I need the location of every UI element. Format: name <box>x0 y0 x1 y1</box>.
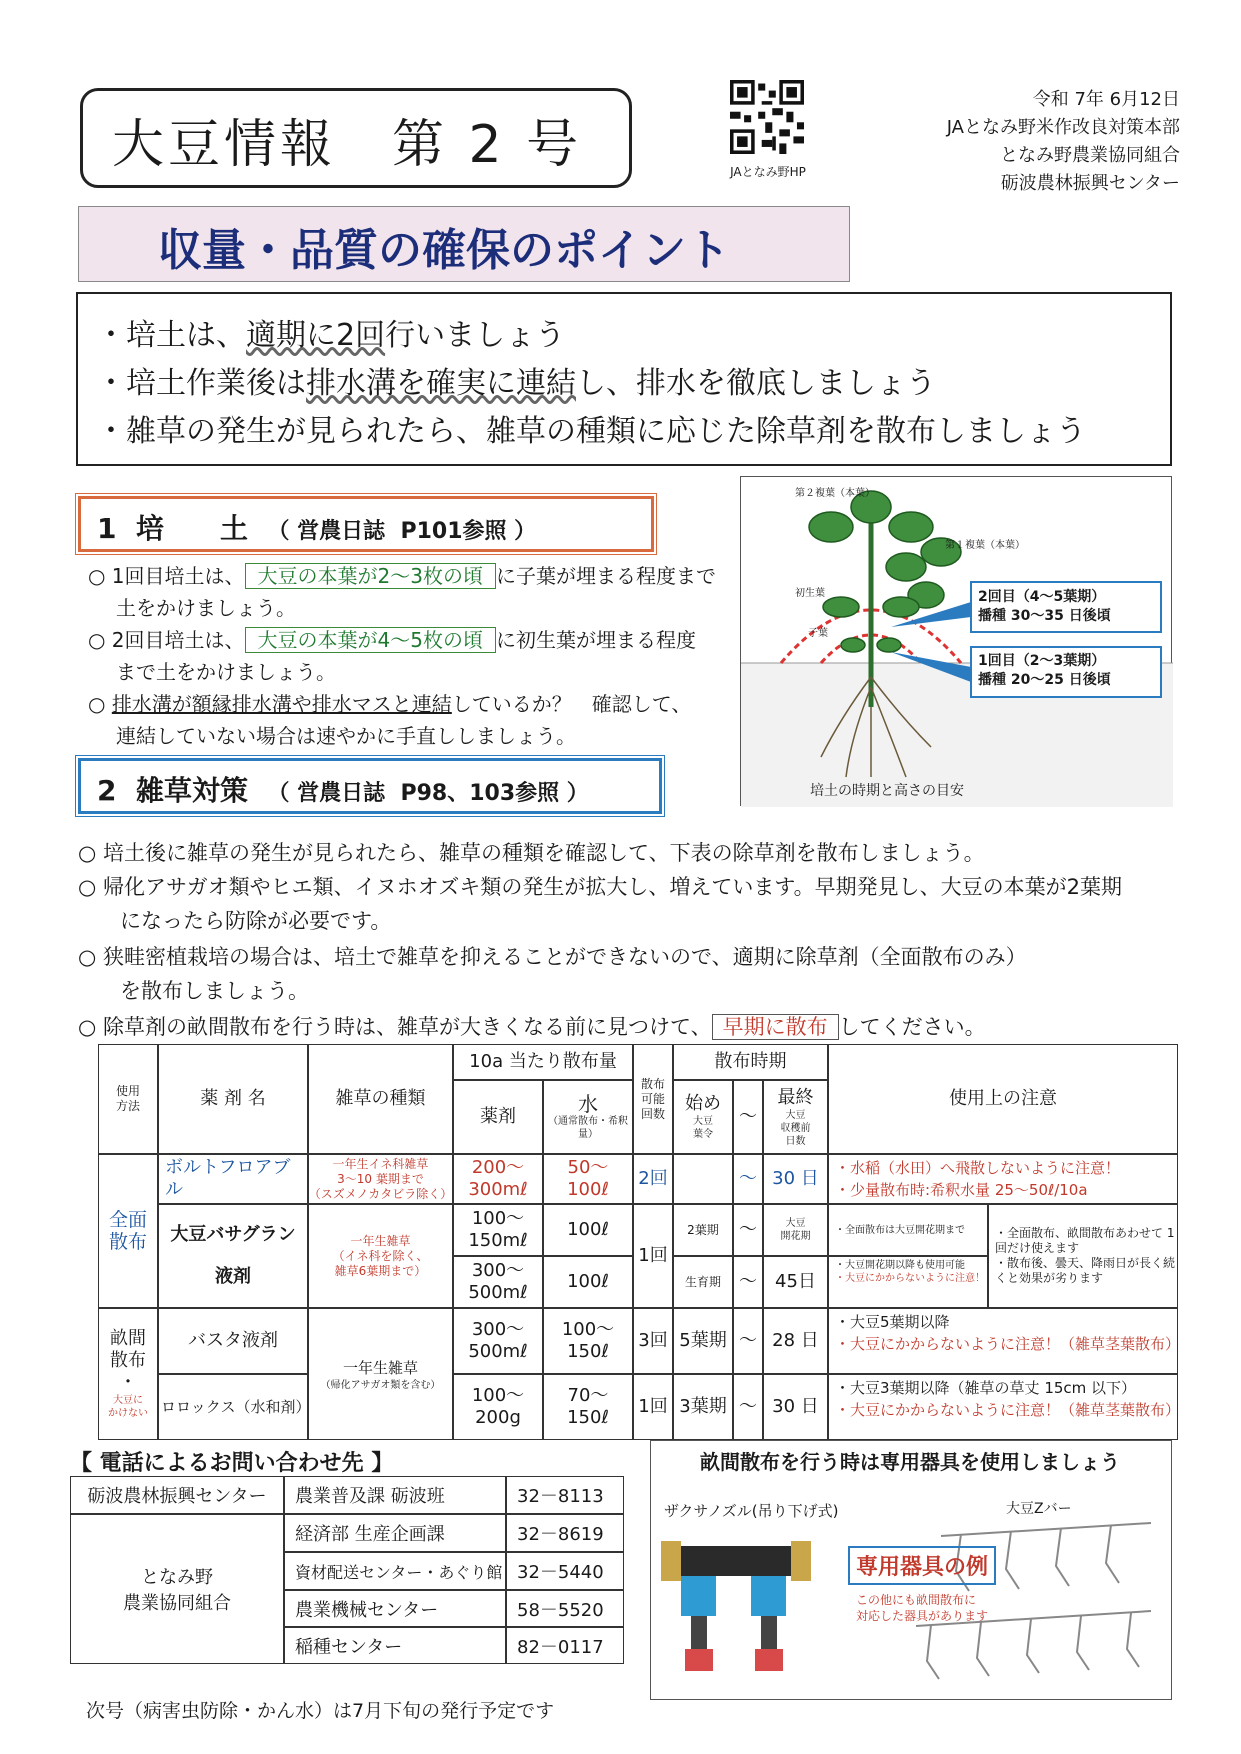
th-timing: 散布時期 <box>673 1044 828 1080</box>
round-2-label: 2回目（4～5葉期） 播種 30～35 日後頃 <box>978 589 1111 624</box>
r3-tilde: ～ <box>733 1308 763 1374</box>
r1-notes: ・水稲（水田）へ飛散しないように注意！ ・少量散布時:希釈水量 25～50ℓ/10a <box>828 1154 1178 1204</box>
section-1-bullet-3: ○ 排水溝が額縁排水溝や排水マスと連結しているか？ 確認して、 <box>88 692 692 716</box>
issuer-org-1: JAとなみ野米作改良対策本部 <box>946 117 1180 138</box>
method-full: 全面 散布 <box>98 1154 158 1308</box>
r2-name: 大豆バサグラン 液剤 <box>158 1204 308 1308</box>
section-1-title: 1 培 土 <box>97 512 248 545</box>
th-water: 水 （通常散布・希釈量） <box>543 1080 633 1154</box>
qr-code-icon[interactable] <box>730 80 804 154</box>
example-label: 専用器具の例 <box>848 1546 996 1585</box>
r4-end: 30 日 <box>763 1374 828 1440</box>
issuer-block <box>880 86 1180 198</box>
r3-water: 100～ 150ℓ <box>543 1308 633 1374</box>
th-tilde: ～ <box>733 1080 763 1154</box>
r2-start-a: 2葉期 <box>673 1204 733 1256</box>
contact-tel-3[interactable]: 32－5440 <box>506 1552 624 1590</box>
section-2-line-4: ○ 狭畦密植栽培の場合は、培土で雑草を抑えることができないので、適期に除草剤（全面散布のみ） <box>78 945 1027 969</box>
section-1-ref: （ 営農日誌 P101参照 ） <box>267 519 537 544</box>
contact-tel-1[interactable]: 32－8113 <box>506 1476 624 1514</box>
r3-notes: ・大豆5葉期以降 ・大豆にかからないように注意！（雑草茎葉散布） <box>828 1308 1178 1374</box>
th-name: 薬 剤 名 <box>158 1044 308 1154</box>
th-end: 最終 大豆 収穫前 日数 <box>763 1080 828 1154</box>
qr-caption: JAとなみ野HP <box>730 165 806 179</box>
soybean-plant-illustration <box>741 477 1173 807</box>
r2-tilde-a: ～ <box>733 1204 763 1256</box>
r3-start: 5葉期 <box>673 1308 733 1374</box>
section-2-title: 2 雑草対策 <box>97 774 248 807</box>
th-times: 散布 可能 回数 <box>633 1044 673 1154</box>
r4-start: 3葉期 <box>673 1374 733 1440</box>
r2-weed: 一年生雑草 （イネ科を除く、 雑草6葉期まで） <box>308 1204 453 1308</box>
r2-note-c: ・全面散布、畝間散布あわせて 1 回だけ使えます ・散布後、曇天、降雨日が長く続くと効果が劣ります <box>988 1204 1178 1308</box>
section-1-bullet-2-cont: まで土をかけましょう。 <box>116 660 336 684</box>
r1-tilde: ～ <box>733 1154 763 1204</box>
contact-dept-1: 農業普及課 砺波班 <box>284 1476 506 1514</box>
r4-times: 1回 <box>633 1374 673 1440</box>
section-2-line-1: ○ 培土後に雑草の発生が見られたら、雑草の種類を確認して、下表の除草剤を散布しましょう。 <box>78 841 985 865</box>
r2-drug-a: 100～ 150mℓ <box>453 1204 543 1256</box>
r2-tilde-b: ～ <box>733 1256 763 1308</box>
contact-tel-4[interactable]: 58－5520 <box>506 1590 624 1627</box>
r2-end-b: 45日 <box>763 1256 828 1308</box>
issue-date: 令和 7年 6月12日 <box>1032 89 1180 110</box>
r2-note-b: ・大豆開花期以降も使用可能 ・大豆にかからないように注意！ <box>828 1256 988 1308</box>
section-2-line-6: ○ 除草剤の畝間散布を行う時は、雑草が大きくなる前に見つけて、 早期に散布 してください。 <box>78 1015 986 1039</box>
round-1-label: 1回目（2～3葉期） 播種 20～25 日後頃 <box>978 653 1111 688</box>
section-2-line-5: を散布しましょう。 <box>78 979 309 1003</box>
th-drug: 薬剤 <box>453 1080 543 1154</box>
section-2-line-2: ○ 帰化アサガオ類やヒエ類、イヌホオズキ類の発生が拡大し、増えています。早期発見し、大豆の本葉が2葉期 <box>78 875 1123 899</box>
r1-start <box>673 1154 733 1204</box>
contact-tel-2[interactable]: 32－8619 <box>506 1514 624 1552</box>
contact-dept-5: 稲種センター <box>284 1627 506 1664</box>
r2-water-b: 100ℓ <box>543 1256 633 1308</box>
headline-text: 収量・品質の確保のポイント <box>158 225 730 276</box>
section-2-header <box>78 758 662 814</box>
r3-end: 28 日 <box>763 1308 828 1374</box>
r1-water: 50～ 100ℓ <box>543 1154 633 1204</box>
issuer-org-3: 砺波農林振興センター <box>1000 173 1180 194</box>
r2-times: 1回 <box>633 1204 673 1308</box>
issuer-org-2: となみ野農業協同組合 <box>1000 145 1180 166</box>
r4-water: 70～ 150ℓ <box>543 1374 633 1440</box>
contact-tel-5[interactable]: 82－0117 <box>506 1627 624 1664</box>
r2-start-b: 生育期 <box>673 1256 733 1308</box>
label-leaf-1: 第１複葉（本葉） <box>945 540 1025 551</box>
equipment-note: この他にも畝間散布に 対応した器具があります <box>856 1593 989 1623</box>
r4-name: ロロックス（水和剤） <box>158 1374 308 1440</box>
r1-name: ボルトフロアブル <box>158 1154 308 1204</box>
hilling-diagram <box>740 476 1172 806</box>
r3-drug: 300～ 500mℓ <box>453 1308 543 1374</box>
contacts-title: 【 電話によるお問い合わせ先 】 <box>70 1451 394 1476</box>
key-point-3: ・雑草の発生が見られたら、雑草の種類に応じた除草剤を散布しましょう <box>96 414 1086 449</box>
label-cotyledon: 子葉 <box>808 628 828 639</box>
contact-org-1: 砺波農林振興センター <box>70 1476 284 1514</box>
r1-drug: 200～ 300mℓ <box>453 1154 543 1204</box>
r2-drug-b: 300～ 500mℓ <box>453 1256 543 1308</box>
th-notes: 使用上の注意 <box>828 1044 1178 1154</box>
th-weed: 雑草の種類 <box>308 1044 453 1154</box>
r1-end: 30 日 <box>763 1154 828 1204</box>
r1-times: 2回 <box>633 1154 673 1204</box>
r4-notes: ・大豆3葉期以降（雑草の草丈 15cm 以下） ・大豆にかからないように注意！（雑草茎葉散布） <box>828 1374 1178 1440</box>
r4-tilde: ～ <box>733 1374 763 1440</box>
th-amount: 10a 当たり散布量 <box>453 1044 633 1080</box>
diagram-caption: 培土の時期と高さの目安 <box>810 783 964 799</box>
next-issue-note: 次号（病害虫防除・かん水）は7月下旬の発行予定です <box>86 1700 555 1722</box>
section-1-bullet-1-cont: 土をかけましょう。 <box>116 596 296 620</box>
section-1-bullet-3-cont: 連結していない場合は速やかに手直ししましょう。 <box>116 724 576 748</box>
r2-end-a: 大豆 開花期 <box>763 1204 828 1256</box>
section-2-ref: （ 営農日誌 P98、103参照 ） <box>267 781 589 806</box>
key-point-2: ・培土作業後は排水溝を確実に連結し、排水を徹底しましょう <box>96 366 936 401</box>
r3-times: 3回 <box>633 1308 673 1374</box>
contact-dept-2: 経済部 生産企画課 <box>284 1514 506 1552</box>
r2-water-a: 100ℓ <box>543 1204 633 1256</box>
herbicide-table <box>98 1044 1181 1440</box>
label-primary-leaf: 初生葉 <box>795 588 825 599</box>
key-point-1: ・培土は、適期に2回行いましょう <box>96 318 566 353</box>
r4-drug: 100～ 200g <box>453 1374 543 1440</box>
label-leaf-2: 第２複葉（本葉） <box>795 488 875 499</box>
equipment-title: 畝間散布を行う時は専用器具を使用しましょう <box>700 1450 1120 1474</box>
r2-note-a: ・全面散布は大豆開花期まで <box>828 1204 988 1256</box>
r3-name: バスタ液剤 <box>158 1308 308 1374</box>
section-1-bullet-1: ○ 1回目培土は、 大豆の本葉が2～3枚の頃 に子葉が埋まる程度まで <box>88 564 716 588</box>
section-1-bullet-2: ○ 2回目培土は、 大豆の本葉が4～5枚の頃 に初生葉が埋まる程度 <box>88 628 696 652</box>
zbar-label: 大豆Zバー <box>1006 1501 1072 1517</box>
r3-weed: 一年生雑草 （帰化アサガオ類を含む） <box>308 1308 453 1440</box>
method-row: 畝間 散布 ・ 大豆に かけない <box>98 1308 158 1440</box>
section-2-line-3: になったら防除が必要です。 <box>78 909 392 933</box>
th-method: 使用 方法 <box>98 1044 158 1154</box>
r1-weed: 一年生イネ科雑草 3～10 葉期まで （スズメノカタビラ除く） <box>308 1154 453 1204</box>
th-start: 始め 大豆 葉令 <box>673 1080 733 1154</box>
contact-dept-4: 農業機械センター <box>284 1590 506 1627</box>
page-title: 大豆情報 第 2 号 <box>112 115 583 175</box>
section-1-header <box>78 496 654 552</box>
contact-dept-3: 資材配送センター・あぐり館 <box>284 1552 506 1590</box>
contact-org-2: となみ野 農業協同組合 <box>70 1514 284 1664</box>
nozzle-label: ザクサノズル(吊り下げ式) <box>664 1502 839 1520</box>
